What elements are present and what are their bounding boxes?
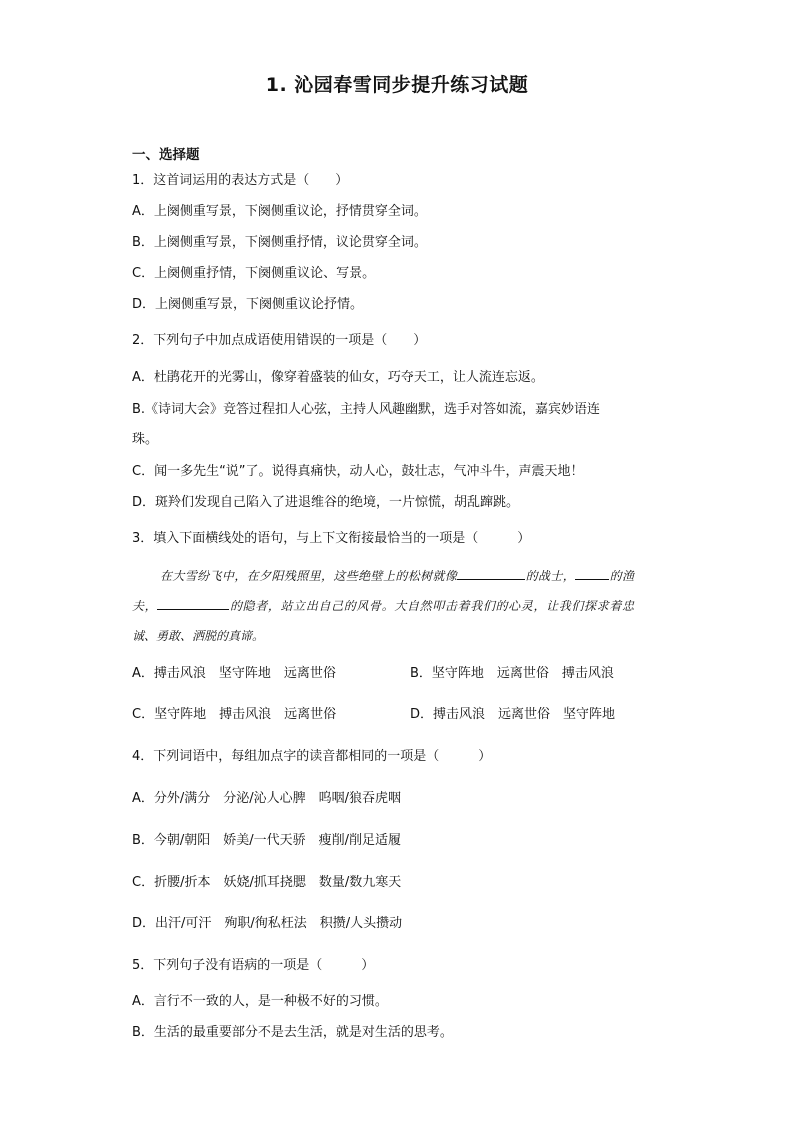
question-2-option-b-line1: B.《诗词大会》竞答过程扣人心弦，主持人风趣幽默，选手对答如流，嘉宾妙语连	[132, 402, 601, 417]
fill-blank-1	[457, 565, 525, 580]
question-3-passage	[132, 561, 634, 651]
question-4-option-c: C．折腰/折本 妖娆/抓耳挠腮 数量/数九寒天	[132, 875, 402, 890]
question-3-option-b: B．坚守阵地 远离世俗 搏击风浪	[410, 666, 614, 681]
question-4-stem: 4．下列词语中，每组加点字的读音都相同的一项是（ ）	[132, 749, 492, 764]
question-3-option-c: C．坚守阵地 搏击风浪 远离世俗	[132, 707, 337, 722]
question-2-option-c: C．闻一多先生“说”了。说得真痛快，动人心，鼓壮志，气冲斗牛，声震天地！	[132, 464, 584, 479]
passage-text-3: 的渔夫，	[132, 569, 634, 613]
question-3-option-a: A．搏击风浪 坚守阵地 远离世俗	[132, 666, 336, 681]
fill-blank-3	[157, 595, 229, 610]
question-2-option-d: D．斑羚们发现自己陷入了进退维谷的绝境，一片惊慌，胡乱蹿跳。	[132, 495, 520, 510]
question-4-option-b: B．今朝/朝阳 娇美/一代天骄 瘦削/削足适履	[132, 833, 402, 848]
passage-text-2: 的战士，	[525, 569, 576, 583]
passage-text-4: 的隐者，站立出自己的风骨。大自然叩击着我们的心灵，让我们探求着忠诚、勇敢、洒脱的真谛。	[132, 599, 634, 643]
question-5-option-a: A．言行不一致的人，是一种极不好的习惯。	[132, 994, 388, 1009]
question-2-option-b-line2: 珠。	[132, 432, 159, 447]
question-4-option-a: A．分外/满分 分泌/沁人心脾 呜咽/狼吞虎咽	[132, 791, 402, 806]
question-1-option-d: D．上阕侧重写景，下阕侧重议论抒情。	[132, 297, 364, 312]
question-1-option-c: C．上阕侧重抒情，下阕侧重议论、写景。	[132, 266, 376, 281]
question-5-option-b: B．生活的最重要部分不是去生活，就是对生活的思考。	[132, 1025, 453, 1040]
page-title: 1. 沁园春雪同步提升练习试题	[265, 74, 529, 96]
fill-blank-2	[575, 565, 609, 580]
question-1-option-a: A．上阕侧重写景，下阕侧重议论，抒情贯穿全词。	[132, 204, 427, 219]
question-2-stem: 2．下列句子中加点成语使用错误的一项是（ ）	[132, 333, 427, 348]
question-3-stem: 3．填入下面横线处的语句，与上下文衔接最恰当的一项是（ ）	[132, 531, 531, 546]
question-1-option-b: B．上阕侧重写景，下阕侧重抒情，议论贯穿全词。	[132, 235, 427, 250]
question-3-option-d: D．搏击风浪 远离世俗 坚守阵地	[410, 707, 616, 722]
question-1-stem: 1．这首词运用的表达方式是（ ）	[132, 173, 349, 188]
question-2-option-a: A．杜鹃花开的光雾山，像穿着盛装的仙女，巧夺天工，让人流连忘返。	[132, 370, 544, 385]
section-heading: 一、选择题	[132, 147, 200, 163]
passage-text-1: 在大雪纷飞中，在夕阳残照里，这些绝壁上的松树就像	[160, 569, 458, 583]
question-4-option-d: D．出汗/可汗 殉职/徇私枉法 积攒/人头攒动	[132, 916, 403, 931]
question-5-stem: 5．下列句子没有语病的一项是（ ）	[132, 958, 375, 973]
